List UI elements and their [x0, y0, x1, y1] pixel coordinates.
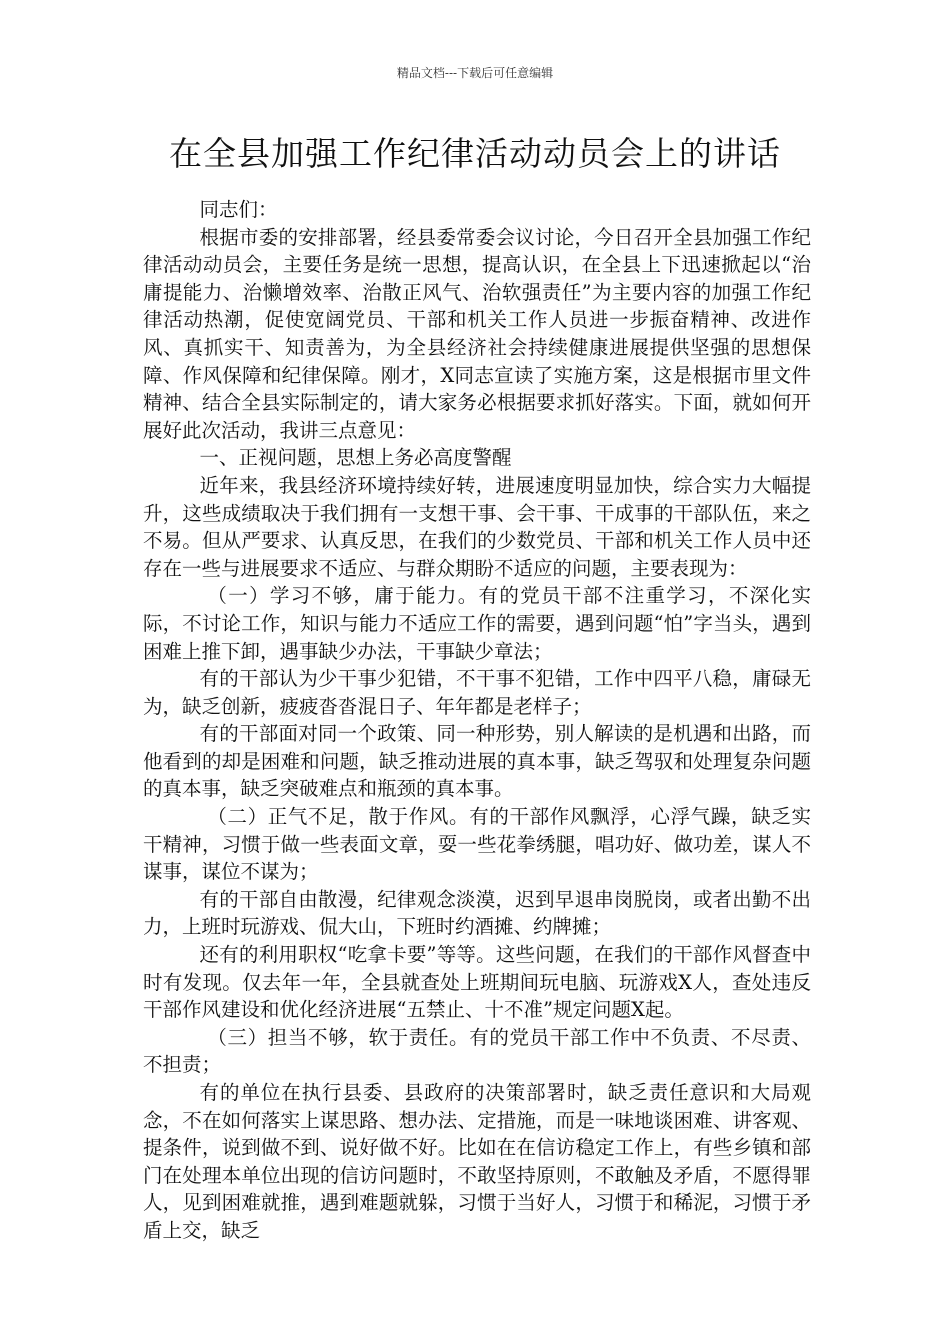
page-header-note: 精品文档---下载后可任意编辑	[396, 66, 554, 80]
subsection-paragraph: （二）正气不足，散于作风。有的干部作风飘浮，心浮气躁，缺乏实干精神，习惯于做一些表面文章，耍一些花拳绣腿，唱功好、做功差，谋人不谋事，谋位不谋为；	[143, 805, 811, 884]
section-heading: 一、正视问题，思想上务必高度警醒	[199, 446, 512, 470]
paragraph: 有的单位在执行县委、县政府的决策部署时，缺乏责任意识和大局观念，不在如何落实上谋思路、想办法、定措施，而是一味地谈困难、讲客观、提条件，说到做不到、说好做不好。比如在在信访稳定工作上，有些乡镇和部门在处理本单位出现的信访问题时，不敢坚持原则，不敢触及矛盾，不愿得罪人，见到困难就推，遇到难题就躲，习惯于当好人，习惯于和稀泥，习惯于矛盾上交，缺乏	[143, 1081, 811, 1242]
paragraph: 还有的利用职权“吃拿卡要”等等。这些问题，在我们的干部作风督查中时有发现。仅去年一年，全县就查处上班期间玩电脑、玩游戏X人，查处违反干部作风建设和优化经济进展“五禁止、十不准”规定问题X起。	[143, 943, 811, 1022]
paragraph: 有的干部面对同一个政策、同一种形势，别人解读的是机遇和出路，而他看到的却是困难和问题，缺乏推动进展的真本事，缺乏驾驭和处理复杂问题的真本事，缺乏突破难点和瓶颈的真本事。	[143, 722, 811, 801]
salutation: 同志们：	[199, 198, 278, 221]
subsection-paragraph: （三）担当不够，软于责任。有的党员干部工作中不负责、不尽责、不担责；	[143, 1025, 811, 1077]
paragraph: 根据市委的安排部署，经县委常委会议讨论，今日召开全县加强工作纪律活动动员会，主要任务是统一思想，提高认识，在全县上下迅速掀起以“治庸提能力、治懒增效率、治散正风气、治软强责任”为主要内容的加强工作纪律活动热潮，促使宽阔党员、干部和机关工作人员进一步振奋精神、改进作风、真抓实干、知责善为，为全县经济社会持续健康进展提供坚强的思想保障、作风保障和纪律保障。刚才，X同志宣读了实施方案，这是根据市里文件精神、结合全县实际制定的，请大家务必根据要求抓好落实。下面，就如何开展好此次活动，我讲三点意见：	[143, 225, 811, 442]
document-body	[143, 196, 811, 1245]
paragraph: 有的干部认为少干事少犯错，不干事不犯错，工作中四平八稳，庸碌无为，缺乏创新，疲疲沓沓混日子、年年都是老样子；	[143, 667, 811, 718]
paragraph: 近年来，我县经济环境持续好转，进展速度明显加快，综合实力大幅提升，这些成绩取决于我们拥有一支想干事、会干事、干成事的干部队伍，来之不易。但从严要求、认真反思，在我们的少数党员、干部和机关工作人员中还存在一些与进展要求不适应、与群众期盼不适应的问题，主要表现为：	[143, 473, 811, 580]
subsection-paragraph: （一）学习不够，庸于能力。有的党员干部不注重学习，不深化实际，不讨论工作，知识与能力不适应工作的需要，遇到问题“怕”字当头，遇到困难上推下卸，遇事缺少办法，干事缺少章法；	[143, 584, 811, 663]
document-title: 在全县加强工作纪律活动动员会上的讲话	[169, 134, 781, 173]
paragraph: 有的干部自由散漫，纪律观念淡漠，迟到早退串岗脱岗，或者出勤不出力，上班时玩游戏、侃大山，下班时约酒摊、约牌摊；	[143, 887, 811, 939]
